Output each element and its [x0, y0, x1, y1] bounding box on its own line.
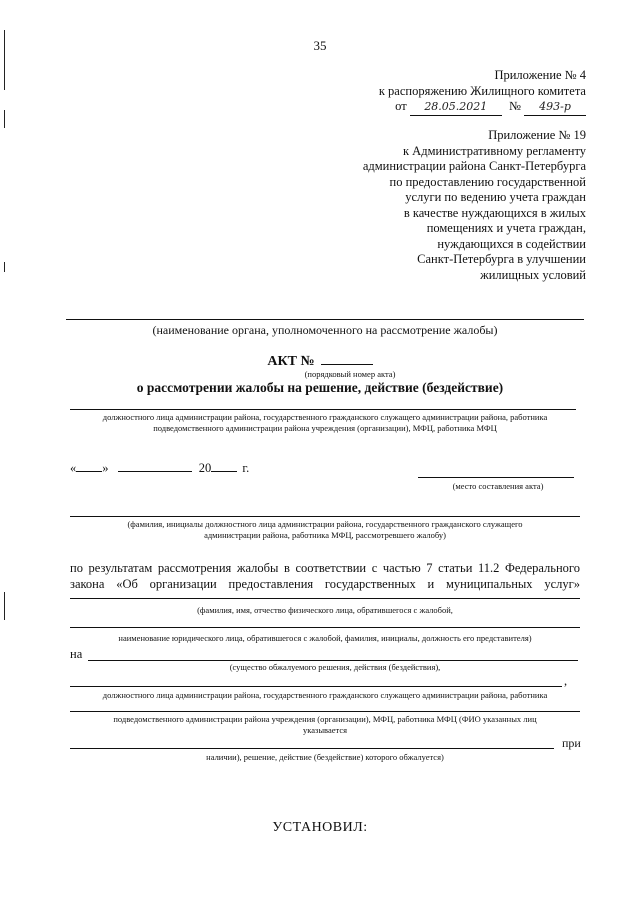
scan-margin-mark: [4, 592, 5, 620]
appendix-19-line: помещениях и учета граждан,: [426, 221, 586, 235]
date-row: « » 20 г.: [70, 461, 250, 475]
place-line[interactable]: [418, 477, 574, 478]
appendix-19-line: Санкт-Петербурга в улучшении: [417, 252, 586, 266]
availability-line[interactable]: [70, 748, 554, 749]
month-field[interactable]: [118, 461, 192, 472]
appendix-19-line: к Административному регламенту: [402, 143, 586, 158]
na-label: на: [70, 647, 83, 661]
organ-name-caption: (наименование органа, уполномоченного на рассмотрение жалобы): [152, 323, 498, 337]
appendix-19-line: администрации района Санкт-Петербурга: [362, 159, 586, 173]
reviewer-caption: (фамилия, инициалы должностного лица администрации района, государственного гражданского служащего администрации района, работника МФЦ, рассмотревшего жалобу): [127, 519, 523, 540]
act-number-caption: (порядковый номер акта): [304, 369, 396, 379]
availability-caption: наличии), решение, действие (бездействие) которого обжалуется): [206, 752, 444, 762]
official2-caption-2: подведомственного администрации района учреждения (организации), МФЦ, работника МФЦ (ФИО указанных лиц указывается: [113, 714, 537, 735]
place-caption: (место составления акта): [452, 481, 544, 491]
appendix-4-subtitle: к распоряжению Жилищного комитета: [378, 83, 586, 98]
handwritten-number: 493-р: [524, 99, 586, 116]
act-title: АКТ №: [267, 354, 315, 369]
pri-label: при: [562, 736, 581, 750]
appendix-4-title: Приложение № 4: [494, 68, 586, 82]
reviewer-line[interactable]: [70, 516, 580, 517]
appendix-19-line: в качестве нуждающихся в жилых: [403, 205, 586, 220]
appendix-4-header: [186, 68, 586, 116]
complainant-caption: (фамилия, имя, отчество физического лица, обратившегося с жалобой,: [197, 605, 453, 615]
page-number: 35: [313, 38, 327, 53]
legal-basis-paragraph: по результатам рассмотрения жалобы в соответствии с частью 7 статьи 11.2 Федерального закона «Об организации предоставления государственных и муниципальных услуг»: [70, 561, 580, 591]
scan-margin-mark: [4, 110, 5, 128]
year-field[interactable]: [211, 461, 237, 472]
act-title-row: [0, 352, 640, 370]
handwritten-date: 28.05.2021: [410, 99, 502, 116]
legal-entity-line[interactable]: [70, 627, 580, 628]
official2-line-2[interactable]: [70, 711, 580, 712]
complainant-line[interactable]: [70, 598, 580, 599]
appendix-19-line: услуги по ведению учета граждан: [405, 190, 586, 204]
appendix-19-line: по предоставлению государственной: [389, 174, 586, 189]
official-caption: должностного лица администрации района, государственного гражданского служащего администрации района, работника подведомственного администрации района учреждения (организации), МФЦ, работника МФЦ: [102, 412, 548, 433]
appendix-19-line: жилищных условий: [480, 267, 586, 282]
day-field[interactable]: [76, 461, 102, 472]
legal-entity-caption: наименование юридического лица, обратившегося с жалобой, фамилия, инициалы, должность его представителя): [118, 633, 532, 643]
act-number-field[interactable]: [321, 352, 373, 365]
scan-margin-mark: [4, 262, 5, 272]
organ-name-line[interactable]: [66, 319, 584, 320]
established-heading: УСТАНОВИЛ:: [272, 820, 368, 835]
comma: ,: [564, 674, 568, 688]
official2-line[interactable]: [70, 686, 562, 687]
essence-caption: (существо обжалуемого решения, действия (бездействия),: [229, 662, 441, 672]
official2-caption-1: должностного лица администрации района, государственного гражданского служащего администрации района, работника: [102, 690, 548, 700]
appendix-19-line: Приложение № 19: [488, 128, 586, 142]
act-subject: о рассмотрении жалобы на решение, действие (бездействие): [136, 380, 504, 395]
essence-line[interactable]: [88, 660, 578, 661]
appendix-19-header: [186, 128, 586, 283]
appendix-4-date-row: от 28.05.2021 № 493-р: [186, 99, 586, 116]
appendix-19-line: нуждающихся в содействии: [437, 236, 586, 251]
official-line[interactable]: [70, 409, 576, 410]
